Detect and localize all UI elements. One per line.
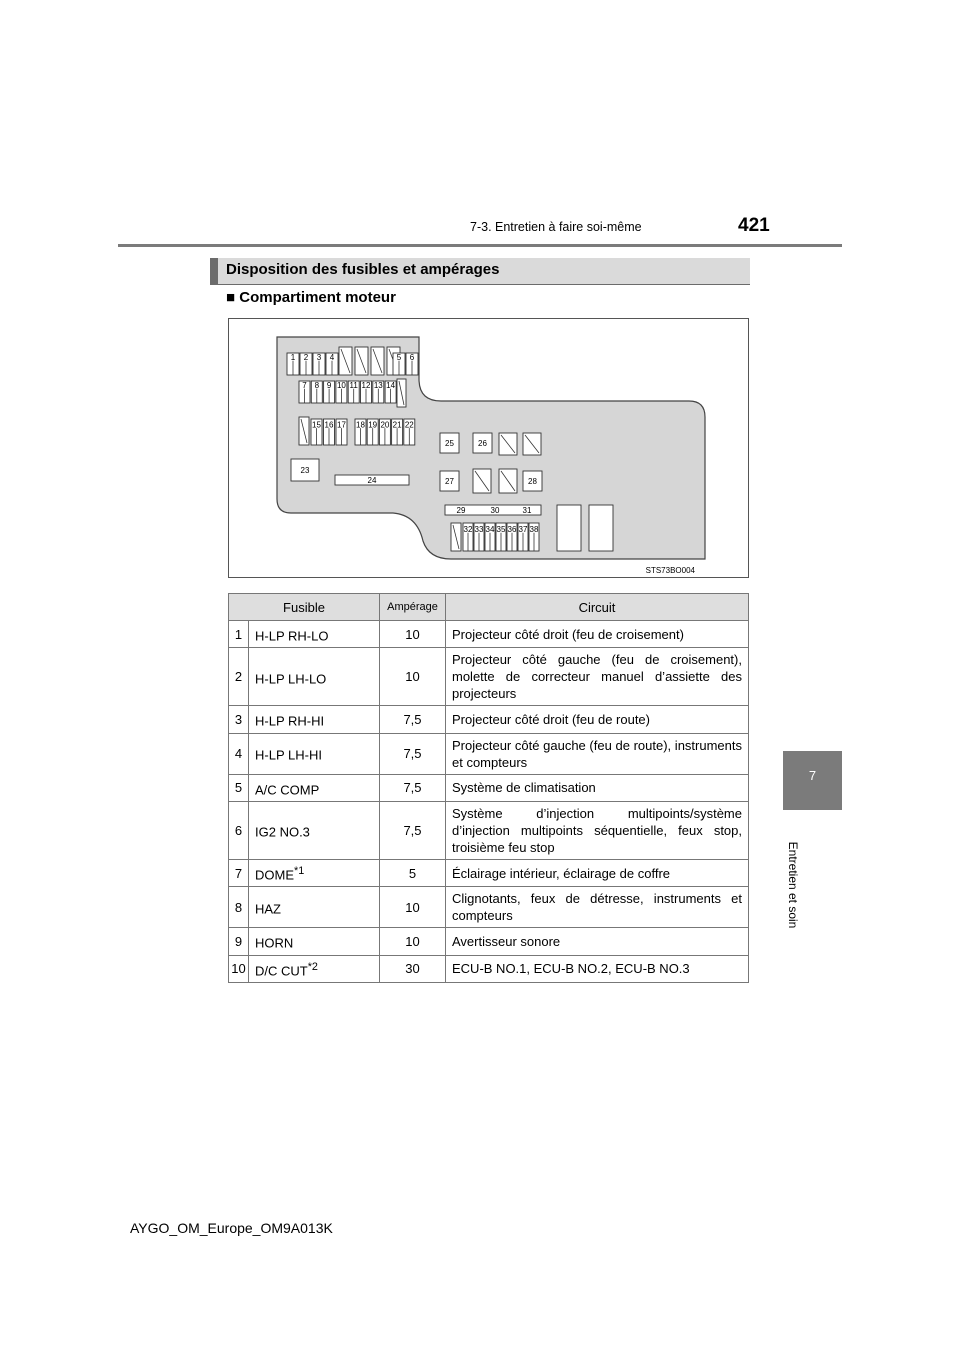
fuse-label: 11 xyxy=(349,381,358,391)
fuse-label: 36 xyxy=(507,524,517,534)
cell-circuit: Système de climatisation xyxy=(446,774,749,801)
fuse-label: 34 xyxy=(485,524,495,534)
fuse-label: 31 xyxy=(522,506,532,515)
section-rule xyxy=(210,284,750,285)
fuse-label: 9 xyxy=(326,381,332,391)
cell-fuse xyxy=(249,887,380,928)
subsection-title: Compartiment moteur xyxy=(239,289,396,306)
large-relay xyxy=(589,505,613,551)
cell-circuit: ECU-B NO.1, ECU-B NO.2, ECU-B NO.3 xyxy=(446,955,749,982)
large-relay xyxy=(557,505,581,551)
col-header-fuse: Fusible xyxy=(229,594,380,621)
fuse-label: 25 xyxy=(445,439,454,448)
fuse-label: 26 xyxy=(478,439,487,448)
table-row xyxy=(229,733,749,774)
cell-fuse xyxy=(249,955,380,982)
cell-amperage: 7,5 xyxy=(380,774,446,801)
header-section-title: 7-3. Entretien à faire soi-même xyxy=(470,220,642,234)
fuse-label: 33 xyxy=(474,524,484,534)
cell-number: 10 xyxy=(229,955,249,982)
cell-number: 4 xyxy=(229,733,249,774)
fuse-box-figure xyxy=(228,318,749,578)
table-row xyxy=(229,648,749,706)
fuse-label: 12 xyxy=(361,381,371,391)
cell-circuit: Projecteur côté droit (feu de route) xyxy=(446,706,749,733)
footer-doc-code: AYGO_OM_Europe_OM9A013K xyxy=(130,1220,333,1236)
cell-number: 6 xyxy=(229,801,249,859)
fuse-label: 5 xyxy=(396,353,402,363)
cell-number: 7 xyxy=(229,859,249,886)
cell-number: 8 xyxy=(229,887,249,928)
fuse-name: HORN xyxy=(255,935,294,951)
cell-amperage: 10 xyxy=(380,928,446,955)
fuse-label: 27 xyxy=(445,477,454,486)
header-rule xyxy=(118,244,842,247)
cell-fuse xyxy=(249,774,380,801)
cell-number: 9 xyxy=(229,928,249,955)
fuse-name: H-LP LH-HI xyxy=(255,747,322,763)
cell-amperage: 10 xyxy=(380,648,446,706)
page-number: 421 xyxy=(738,215,770,236)
table-row xyxy=(229,706,749,733)
fuse-label: 14 xyxy=(386,381,396,391)
fuse-label: 18 xyxy=(356,420,365,430)
fuse-label: 19 xyxy=(368,420,378,430)
fuse-label: 13 xyxy=(373,381,383,391)
table-row xyxy=(229,859,749,886)
fuse-name: H-LP LH-LO xyxy=(255,670,327,686)
cell-fuse xyxy=(249,859,380,886)
fuse-label: 17 xyxy=(337,420,346,430)
chapter-label-container xyxy=(781,820,805,960)
fuse-label: 38 xyxy=(529,524,539,534)
fuse-name: D/C CUT xyxy=(255,962,308,978)
col-header-amperage: Ampérage xyxy=(380,594,446,621)
fuse-label: 32 xyxy=(463,524,473,534)
figure-code: STS73BO004 xyxy=(645,566,695,575)
table-row xyxy=(229,774,749,801)
fuse-label: 2 xyxy=(303,353,309,363)
cell-circuit: Projecteur côté gauche (feu de croisement), molette de correcteur manuel d’assiette des projecteurs xyxy=(446,648,749,706)
cell-fuse xyxy=(249,928,380,955)
fuse-label: 1 xyxy=(290,353,296,363)
fuse-label: 3 xyxy=(316,353,322,363)
fuse-label: 10 xyxy=(336,381,346,391)
table-row xyxy=(229,801,749,859)
cell-fuse xyxy=(249,648,380,706)
cell-number: 5 xyxy=(229,774,249,801)
fuse-label: 24 xyxy=(367,476,377,485)
fuse-name: IG2 NO.3 xyxy=(255,824,310,840)
fuse-label: 8 xyxy=(314,381,320,391)
cell-number: 3 xyxy=(229,706,249,733)
cell-circuit: Éclairage intérieur, éclairage de coffre xyxy=(446,859,749,886)
table-row xyxy=(229,955,749,982)
fuse-name: H-LP RH-LO xyxy=(255,628,329,644)
fuse-label: 23 xyxy=(300,466,310,475)
fuse-label: 20 xyxy=(380,420,390,430)
square-bullet-icon: ■ xyxy=(226,289,236,306)
cell-circuit: Clignotants, feux de détresse, instruments et compteurs xyxy=(446,887,749,928)
cell-number: 1 xyxy=(229,621,249,648)
col-header-circuit: Circuit xyxy=(446,594,749,621)
cell-amperage: 30 xyxy=(380,955,446,982)
cell-number: 2 xyxy=(229,648,249,706)
fuse-name: H-LP RH-HI xyxy=(255,713,325,729)
cell-amperage: 10 xyxy=(380,621,446,648)
fuse-name: A/C COMP xyxy=(255,781,320,797)
fuse-label: 6 xyxy=(409,353,415,363)
section-title: Disposition des fusibles et ampérages xyxy=(226,261,500,278)
fuse-label: 30 xyxy=(490,506,500,515)
cell-amperage: 7,5 xyxy=(380,733,446,774)
cell-circuit: Projecteur côté droit (feu de croisement) xyxy=(446,621,749,648)
cell-circuit: Avertisseur sonore xyxy=(446,928,749,955)
fuse-table xyxy=(228,593,749,983)
fuse-label: 37 xyxy=(518,524,528,534)
footnote-marker: *1 xyxy=(294,864,305,877)
table-row xyxy=(229,621,749,648)
fuse-label: 21 xyxy=(392,420,402,430)
table-row xyxy=(229,887,749,928)
fuse-label: 16 xyxy=(324,420,334,430)
cell-circuit: Projecteur côté gauche (feu de route), instruments et compteurs xyxy=(446,733,749,774)
cell-fuse xyxy=(249,733,380,774)
table-header-row xyxy=(229,594,749,621)
fuse-name: HAZ xyxy=(255,901,281,917)
fuse-box-diagram xyxy=(229,319,750,579)
footnote-marker: *2 xyxy=(307,960,318,973)
section-heading xyxy=(210,258,750,284)
cell-amperage: 7,5 xyxy=(380,801,446,859)
table-row xyxy=(229,928,749,955)
chapter-label: Entretien et soin xyxy=(786,841,800,929)
fuse-label: 22 xyxy=(404,420,414,430)
fuse-label: 4 xyxy=(329,353,335,363)
cell-amperage: 7,5 xyxy=(380,706,446,733)
cell-fuse xyxy=(249,621,380,648)
subsection-heading xyxy=(226,289,396,306)
section-heading-bar xyxy=(210,258,218,284)
cell-amperage: 10 xyxy=(380,887,446,928)
fuse-label: 15 xyxy=(312,420,321,430)
cell-circuit: Système d’injection multipoints/système d’injection multipoints séquentielle, feux stop, troisième feu stop xyxy=(446,801,749,859)
fuse-name: DOME xyxy=(255,867,294,883)
fuse-label: 28 xyxy=(528,477,537,486)
fuse-label: 35 xyxy=(496,524,506,534)
cell-fuse xyxy=(249,706,380,733)
chapter-number: 7 xyxy=(808,768,817,783)
cell-fuse xyxy=(249,801,380,859)
cell-amperage: 5 xyxy=(380,859,446,886)
fuse-label: 7 xyxy=(302,381,307,391)
fuse-label: 29 xyxy=(456,506,466,515)
